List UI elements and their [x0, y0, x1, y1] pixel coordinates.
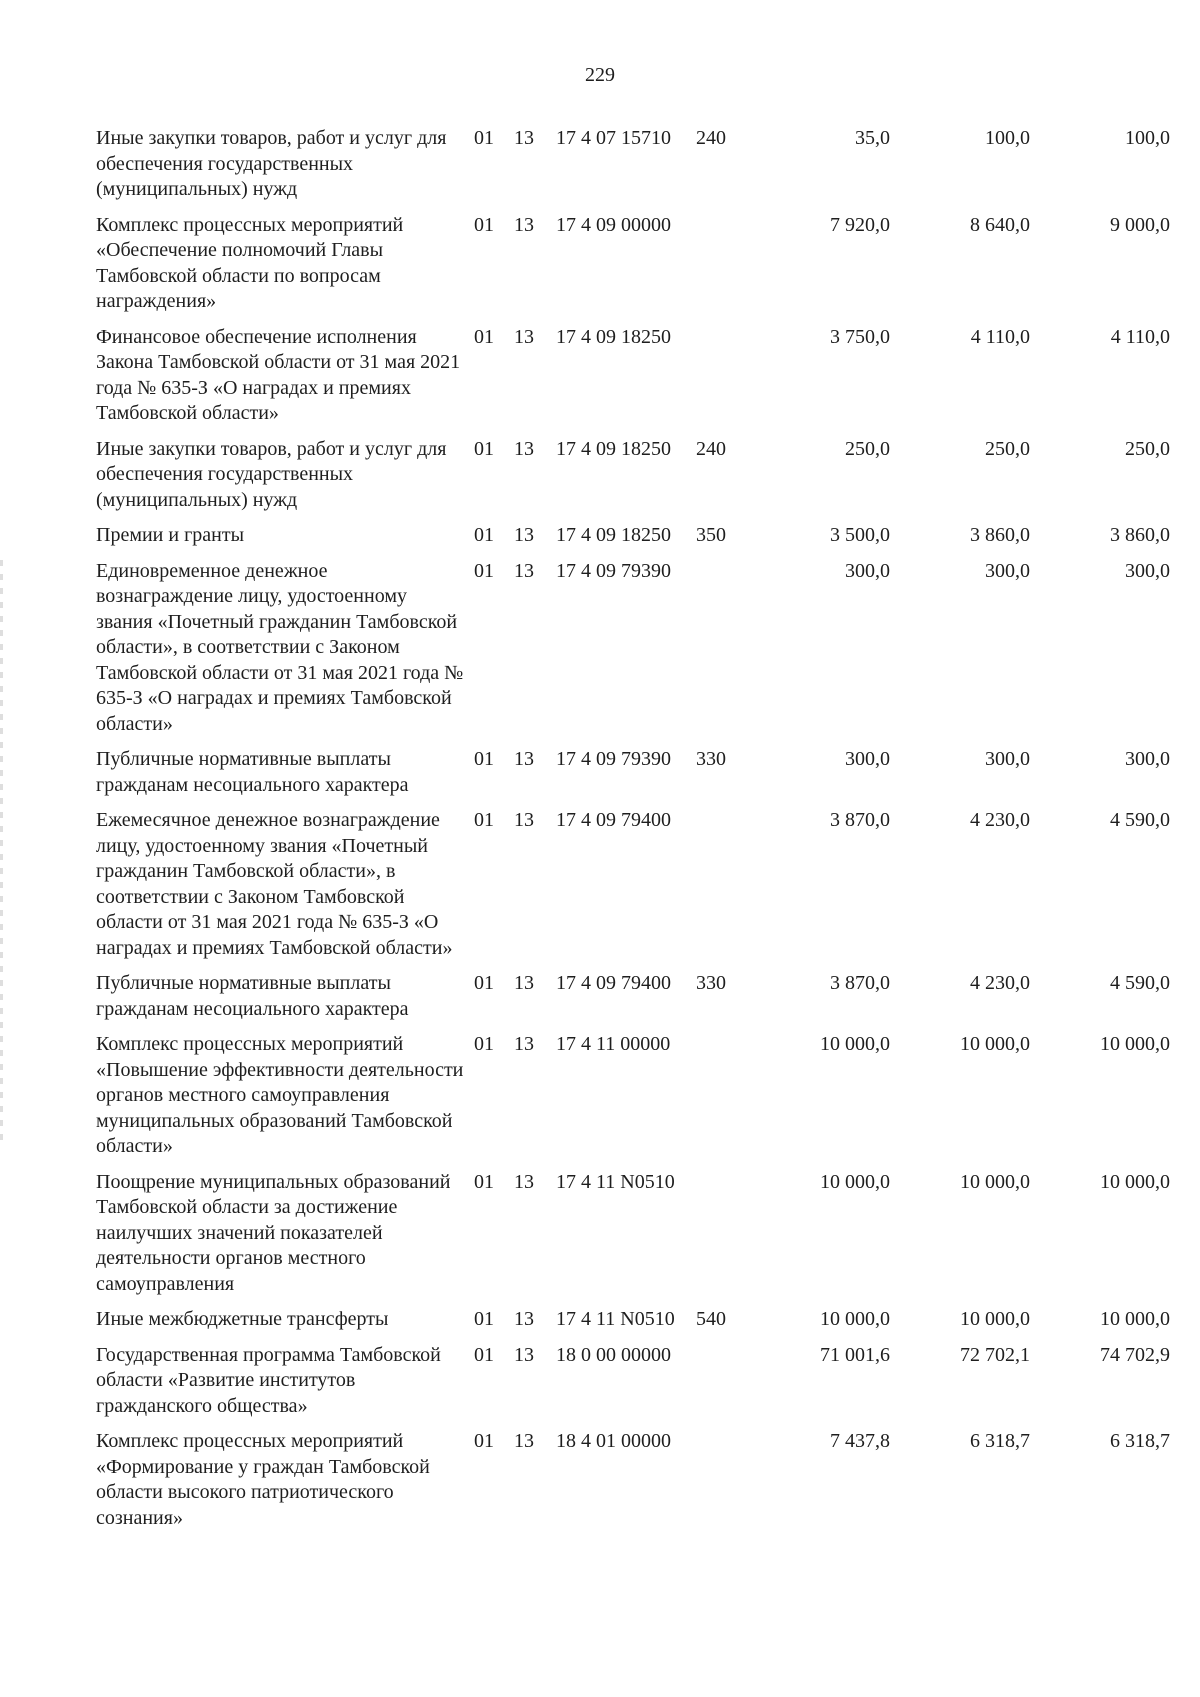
row-name: Комплекс процессных мероприятий «Обеспечение полномочий Главы Тамбовской области по вопросам награждения» — [96, 213, 404, 312]
row-target-article: 17 4 09 79400 — [556, 972, 671, 994]
row-amount-year-3: 10 000,0 — [1100, 1308, 1170, 1330]
row-amount-year-3: 300,0 — [1125, 748, 1170, 770]
row-amount-year-2: 72 702,1 — [960, 1343, 1030, 1366]
row-subsection: 13 — [514, 1430, 534, 1452]
table-row — [96, 325, 1186, 427]
page-number: 229 — [585, 64, 615, 86]
row-subsection: 13 — [514, 1033, 534, 1055]
row-subsection: 13 — [514, 127, 534, 149]
row-name: Финансовое обеспечение исполнения Закона Тамбовской области от 31 мая 2021 года № 635-З «О наградах и премиях Тамбовской области» — [96, 325, 461, 424]
row-expense-type: 540 — [696, 1308, 726, 1330]
row-name: Публичные нормативные выплаты гражданам несоциального характера — [96, 972, 409, 1020]
row-subsection: 13 — [514, 1308, 534, 1330]
row-amount-year-2: 4 230,0 — [970, 972, 1030, 994]
row-amount-year-3: 4 590,0 — [1110, 809, 1170, 831]
row-section: 01 — [474, 127, 494, 149]
budget-table — [96, 126, 1186, 1541]
row-target-article: 17 4 09 79390 — [556, 559, 671, 582]
row-subsection: 13 — [514, 809, 534, 831]
row-section: 01 — [474, 213, 494, 236]
table-row — [96, 1032, 1186, 1160]
row-section: 01 — [474, 559, 494, 582]
row-amount-year-1: 10 000,0 — [820, 1308, 890, 1330]
row-section: 01 — [474, 972, 494, 994]
table-row — [96, 213, 1186, 315]
row-amount-year-3: 74 702,9 — [1100, 1343, 1170, 1366]
row-amount-year-1: 3 870,0 — [830, 972, 890, 994]
row-section: 01 — [474, 524, 494, 546]
row-expense-type: 330 — [696, 748, 726, 770]
row-section: 01 — [474, 809, 494, 831]
row-amount-year-3: 10 000,0 — [1100, 1170, 1170, 1193]
row-section: 01 — [474, 1033, 494, 1055]
table-row — [96, 437, 1186, 514]
row-subsection: 13 — [514, 325, 534, 348]
row-name: Комплекс процессных мероприятий «Повышение эффективности деятельности органов местного самоуправления муниципальных образований Тамбовской области» — [96, 1033, 464, 1157]
row-section: 01 — [474, 748, 494, 770]
table-row — [96, 971, 1186, 1022]
row-amount-year-2: 10 000,0 — [960, 1308, 1030, 1330]
row-subsection: 13 — [514, 213, 534, 236]
row-amount-year-1: 300,0 — [845, 748, 890, 770]
table-row — [96, 559, 1186, 738]
row-amount-year-1: 71 001,6 — [820, 1343, 890, 1366]
row-amount-year-1: 7 437,8 — [830, 1430, 890, 1452]
row-amount-year-1: 10 000,0 — [820, 1033, 890, 1055]
row-section: 01 — [474, 1343, 494, 1366]
row-expense-type: 330 — [696, 972, 726, 994]
row-amount-year-2: 250,0 — [985, 437, 1030, 460]
row-amount-year-1: 3 750,0 — [830, 325, 890, 348]
row-amount-year-2: 4 110,0 — [970, 325, 1030, 348]
row-name: Иные межбюджетные трансферты — [96, 1308, 389, 1330]
row-amount-year-2: 6 318,7 — [970, 1430, 1030, 1452]
row-name: Комплекс процессных мероприятий «Формирование у граждан Тамбовской области высокого патриотического сознания» — [96, 1430, 430, 1529]
row-amount-year-1: 10 000,0 — [820, 1170, 890, 1193]
row-subsection: 13 — [514, 748, 534, 770]
row-amount-year-3: 9 000,0 — [1110, 213, 1170, 236]
row-target-article: 17 4 09 18250 — [556, 524, 671, 546]
row-target-article: 17 4 11 N0510 — [556, 1170, 675, 1193]
row-subsection: 13 — [514, 972, 534, 994]
table-row — [96, 1343, 1186, 1420]
table-row — [96, 808, 1186, 961]
row-section: 01 — [474, 1170, 494, 1193]
row-amount-year-2: 8 640,0 — [970, 213, 1030, 236]
row-amount-year-2: 300,0 — [985, 748, 1030, 770]
row-target-article: 17 4 09 00000 — [556, 213, 671, 236]
row-amount-year-3: 100,0 — [1125, 127, 1170, 149]
row-amount-year-2: 10 000,0 — [960, 1033, 1030, 1055]
row-amount-year-1: 3 870,0 — [830, 809, 890, 831]
row-expense-type: 240 — [696, 437, 726, 460]
row-subsection: 13 — [514, 524, 534, 546]
row-name: Премии и гранты — [96, 524, 245, 546]
row-amount-year-3: 3 860,0 — [1110, 524, 1170, 546]
row-name: Публичные нормативные выплаты гражданам несоциального характера — [96, 748, 409, 796]
row-target-article: 17 4 11 00000 — [556, 1033, 671, 1055]
row-target-article: 18 4 01 00000 — [556, 1430, 671, 1452]
row-section: 01 — [474, 1430, 494, 1452]
row-name: Ежемесячное денежное вознаграждение лицу, удостоенному звания «Почетный гражданин Тамбовской области», в соответствии с Законом Тамбовской области от 31 мая 2021 года № 635-З «О наградах и премиях Тамбовской области» — [96, 809, 453, 959]
row-target-article: 17 4 09 79390 — [556, 748, 671, 770]
row-amount-year-2: 300,0 — [985, 559, 1030, 582]
row-amount-year-1: 250,0 — [845, 437, 890, 460]
row-amount-year-1: 3 500,0 — [830, 524, 890, 546]
row-subsection: 13 — [514, 1343, 534, 1366]
table-row — [96, 1429, 1186, 1531]
row-name: Государственная программа Тамбовской области «Развитие институтов гражданского общества» — [96, 1343, 441, 1417]
row-target-article: 17 4 11 N0510 — [556, 1308, 675, 1330]
row-section: 01 — [474, 437, 494, 460]
row-target-article: 17 4 09 18250 — [556, 325, 671, 348]
row-amount-year-3: 10 000,0 — [1100, 1033, 1170, 1055]
row-expense-type: 240 — [696, 127, 726, 149]
row-amount-year-3: 300,0 — [1125, 559, 1170, 582]
row-amount-year-1: 300,0 — [845, 559, 890, 582]
row-amount-year-3: 250,0 — [1125, 437, 1170, 460]
row-amount-year-3: 4 110,0 — [1110, 325, 1170, 348]
row-target-article: 17 4 09 79400 — [556, 809, 671, 831]
row-name: Поощрение муниципальных образований Тамбовской области за достижение наилучших значений показателей деятельности органов местного самоуправления — [96, 1170, 451, 1295]
row-section: 01 — [474, 1308, 494, 1330]
row-amount-year-3: 4 590,0 — [1110, 972, 1170, 994]
row-name: Единовременное денежное вознаграждение лицу, удостоенному звания «Почетный гражданин Тамбовской области», в соответствии с Законом Тамбовской области от 31 мая 2021 года № 635-З «О наградах и премиях Тамбовской области» — [96, 559, 464, 735]
row-section: 01 — [474, 325, 494, 348]
row-subsection: 13 — [514, 1170, 534, 1193]
row-name: Иные закупки товаров, работ и услуг для обеспечения государственных (муниципальных) нужд — [96, 437, 447, 511]
table-row — [96, 747, 1186, 798]
table-row — [96, 126, 1186, 203]
table-row — [96, 1307, 1186, 1333]
row-amount-year-1: 35,0 — [855, 127, 890, 149]
table-row — [96, 1170, 1186, 1298]
row-amount-year-2: 3 860,0 — [970, 524, 1030, 546]
row-target-article: 17 4 07 15710 — [556, 127, 671, 149]
row-amount-year-2: 10 000,0 — [960, 1170, 1030, 1193]
scan-edge-artifact — [0, 560, 3, 1140]
row-amount-year-1: 7 920,0 — [830, 213, 890, 236]
row-name: Иные закупки товаров, работ и услуг для обеспечения государственных (муниципальных) нужд — [96, 127, 447, 200]
row-amount-year-2: 100,0 — [985, 127, 1030, 149]
row-target-article: 17 4 09 18250 — [556, 437, 671, 460]
table-row — [96, 523, 1186, 549]
row-amount-year-3: 6 318,7 — [1110, 1430, 1170, 1452]
row-amount-year-2: 4 230,0 — [970, 809, 1030, 831]
row-expense-type: 350 — [696, 524, 726, 546]
row-subsection: 13 — [514, 437, 534, 460]
row-subsection: 13 — [514, 559, 534, 582]
row-target-article: 18 0 00 00000 — [556, 1343, 671, 1366]
